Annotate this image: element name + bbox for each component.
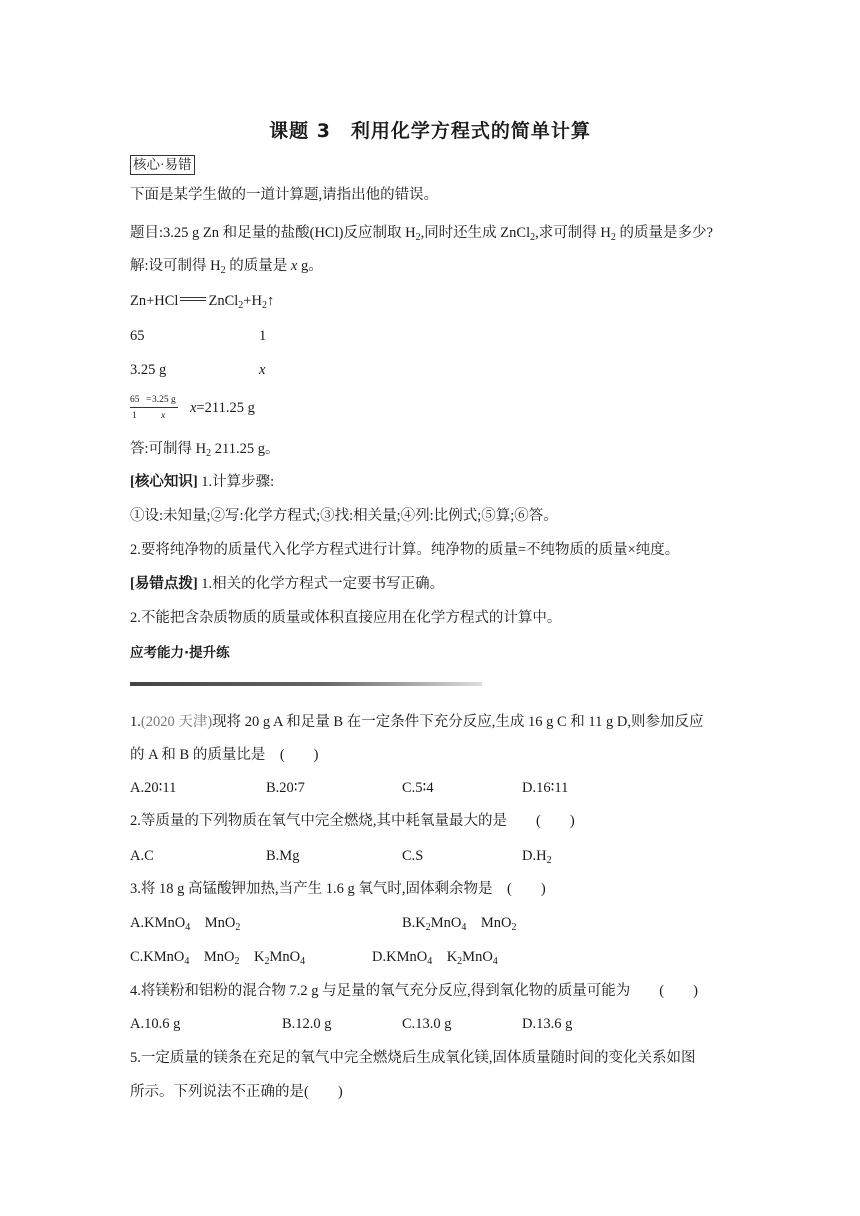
proportion-fraction: 65 = 3.25 g 1 x <box>130 394 190 424</box>
problem-prefix: 题目:3.25 g Zn 和足量的盐酸(HCl)反应制取 H <box>130 225 416 241</box>
equals-sign <box>180 297 206 301</box>
q1-option-b[interactable]: B.20∶7 <box>266 780 305 796</box>
q1-option-c[interactable]: C.5∶4 <box>402 780 434 796</box>
ratio-row1-right: 1 <box>259 328 267 344</box>
section-tag: 核心·易错 <box>130 155 195 175</box>
question-3: 3.将 18 g 高锰酸钾加热,当产生 1.6 g 氧气时,固体剩余物是 ( ) <box>130 881 546 897</box>
question-1-line2: 的 A 和 B 的质量比是 ( ) <box>130 747 319 763</box>
solution-let: 解:设可制得 $H_2$ 的质量是 x g。 <box>130 258 323 276</box>
page-title: 课题 3 利用化学方程式的简单计算 <box>269 120 591 142</box>
core-knowledge-line2: ①设:未知量;②写:化学方程式;③找:相关量;④列:比例式;⑤算;⑥答。 <box>130 508 558 524</box>
chemical-equation: Zn+HCl $ZnCl_2+H_2↑$ <box>130 293 275 311</box>
q1-option-d[interactable]: D.16∶11 <box>522 780 569 796</box>
q2-option-a[interactable]: A.C <box>130 848 154 864</box>
up-arrow-icon: ↑ <box>266 293 275 309</box>
section-heading: 应考能力·提升练 <box>130 645 230 661</box>
question-2: 2.等质量的下列物质在氧气中完全燃烧,其中耗氧量最大的是 ( ) <box>130 813 575 829</box>
ratio-row2-right: x <box>259 362 266 378</box>
result-text: x=211.25 g <box>190 400 255 416</box>
question-4: 4.将镁粉和铝粉的混合物 7.2 g 与足量的氧气充分反应,得到氧化物的质量可能为 ( ) <box>130 983 698 999</box>
ratio-row2-left: 3.25 g <box>130 362 167 378</box>
intro-text: 下面是某学生做的一道计算题,请指出他的错误。 <box>130 187 439 203</box>
answer-text: 答:可制得 $H_2$ 211.25 g。 <box>130 441 280 459</box>
core-knowledge-line1: [核心知识] 1.计算步骤: <box>130 474 275 490</box>
q2-option-c[interactable]: C.S <box>402 848 424 864</box>
core-knowledge-line3: 2.要将纯净物的质量代入化学方程式进行计算。纯净物的质量=不纯物质的质量×纯度。 <box>130 542 680 558</box>
question-1-line1: 1.(2020 天津)现将 20 g A 和足量 B 在一定条件下充分反应,生成 16 g C 和 11 g D,则参加反应 <box>130 714 704 730</box>
q4-option-c[interactable]: C.13.0 g <box>402 1016 452 1032</box>
q3-option-c[interactable]: C.KMnO$_4$ MnO$_2$ $K_2MnO_4$ <box>130 949 306 967</box>
problem-text: 题目:3.25 g Zn 和足量的盐酸(HCl)反应制取 $H_2$,同时还生成 ZnCl$_2$,求可制得 $H_2$ 的质量是多少? <box>130 225 713 243</box>
q3-option-d[interactable]: D.KMnO$_4$ $K_2MnO_4$ <box>372 949 498 967</box>
ratio-row1-left: 65 <box>130 328 145 344</box>
q4-option-d[interactable]: D.13.6 g <box>522 1016 573 1032</box>
q2-option-d[interactable]: $D.H_2$ <box>522 848 552 866</box>
q4-option-b[interactable]: B.12.0 g <box>282 1016 332 1032</box>
question-5-line2: 所示。下列说法不正确的是( ) <box>130 1084 343 1100</box>
q4-option-a[interactable]: A.10.6 g <box>130 1016 181 1032</box>
mistake-line1: [易错点拨] 1.相关的化学方程式一定要书写正确。 <box>130 576 445 592</box>
section-divider <box>130 682 482 686</box>
question-5-line1: 5.一定质量的镁条在充足的氧气中完全燃烧后生成氧化镁,固体质量随时间的变化关系如图 <box>130 1050 696 1066</box>
mistake-line2: 2.不能把含杂质物质的质量或体积直接应用在化学方程式的计算中。 <box>130 610 562 626</box>
q1-option-a[interactable]: A.20∶11 <box>130 780 177 796</box>
q3-option-a[interactable]: A.KMnO$_4$ MnO$_2$ <box>130 915 241 933</box>
q2-option-b[interactable]: B.Mg <box>266 848 300 864</box>
q3-option-b[interactable]: $B.K_2MnO_4$ MnO$_2$ <box>402 915 517 933</box>
